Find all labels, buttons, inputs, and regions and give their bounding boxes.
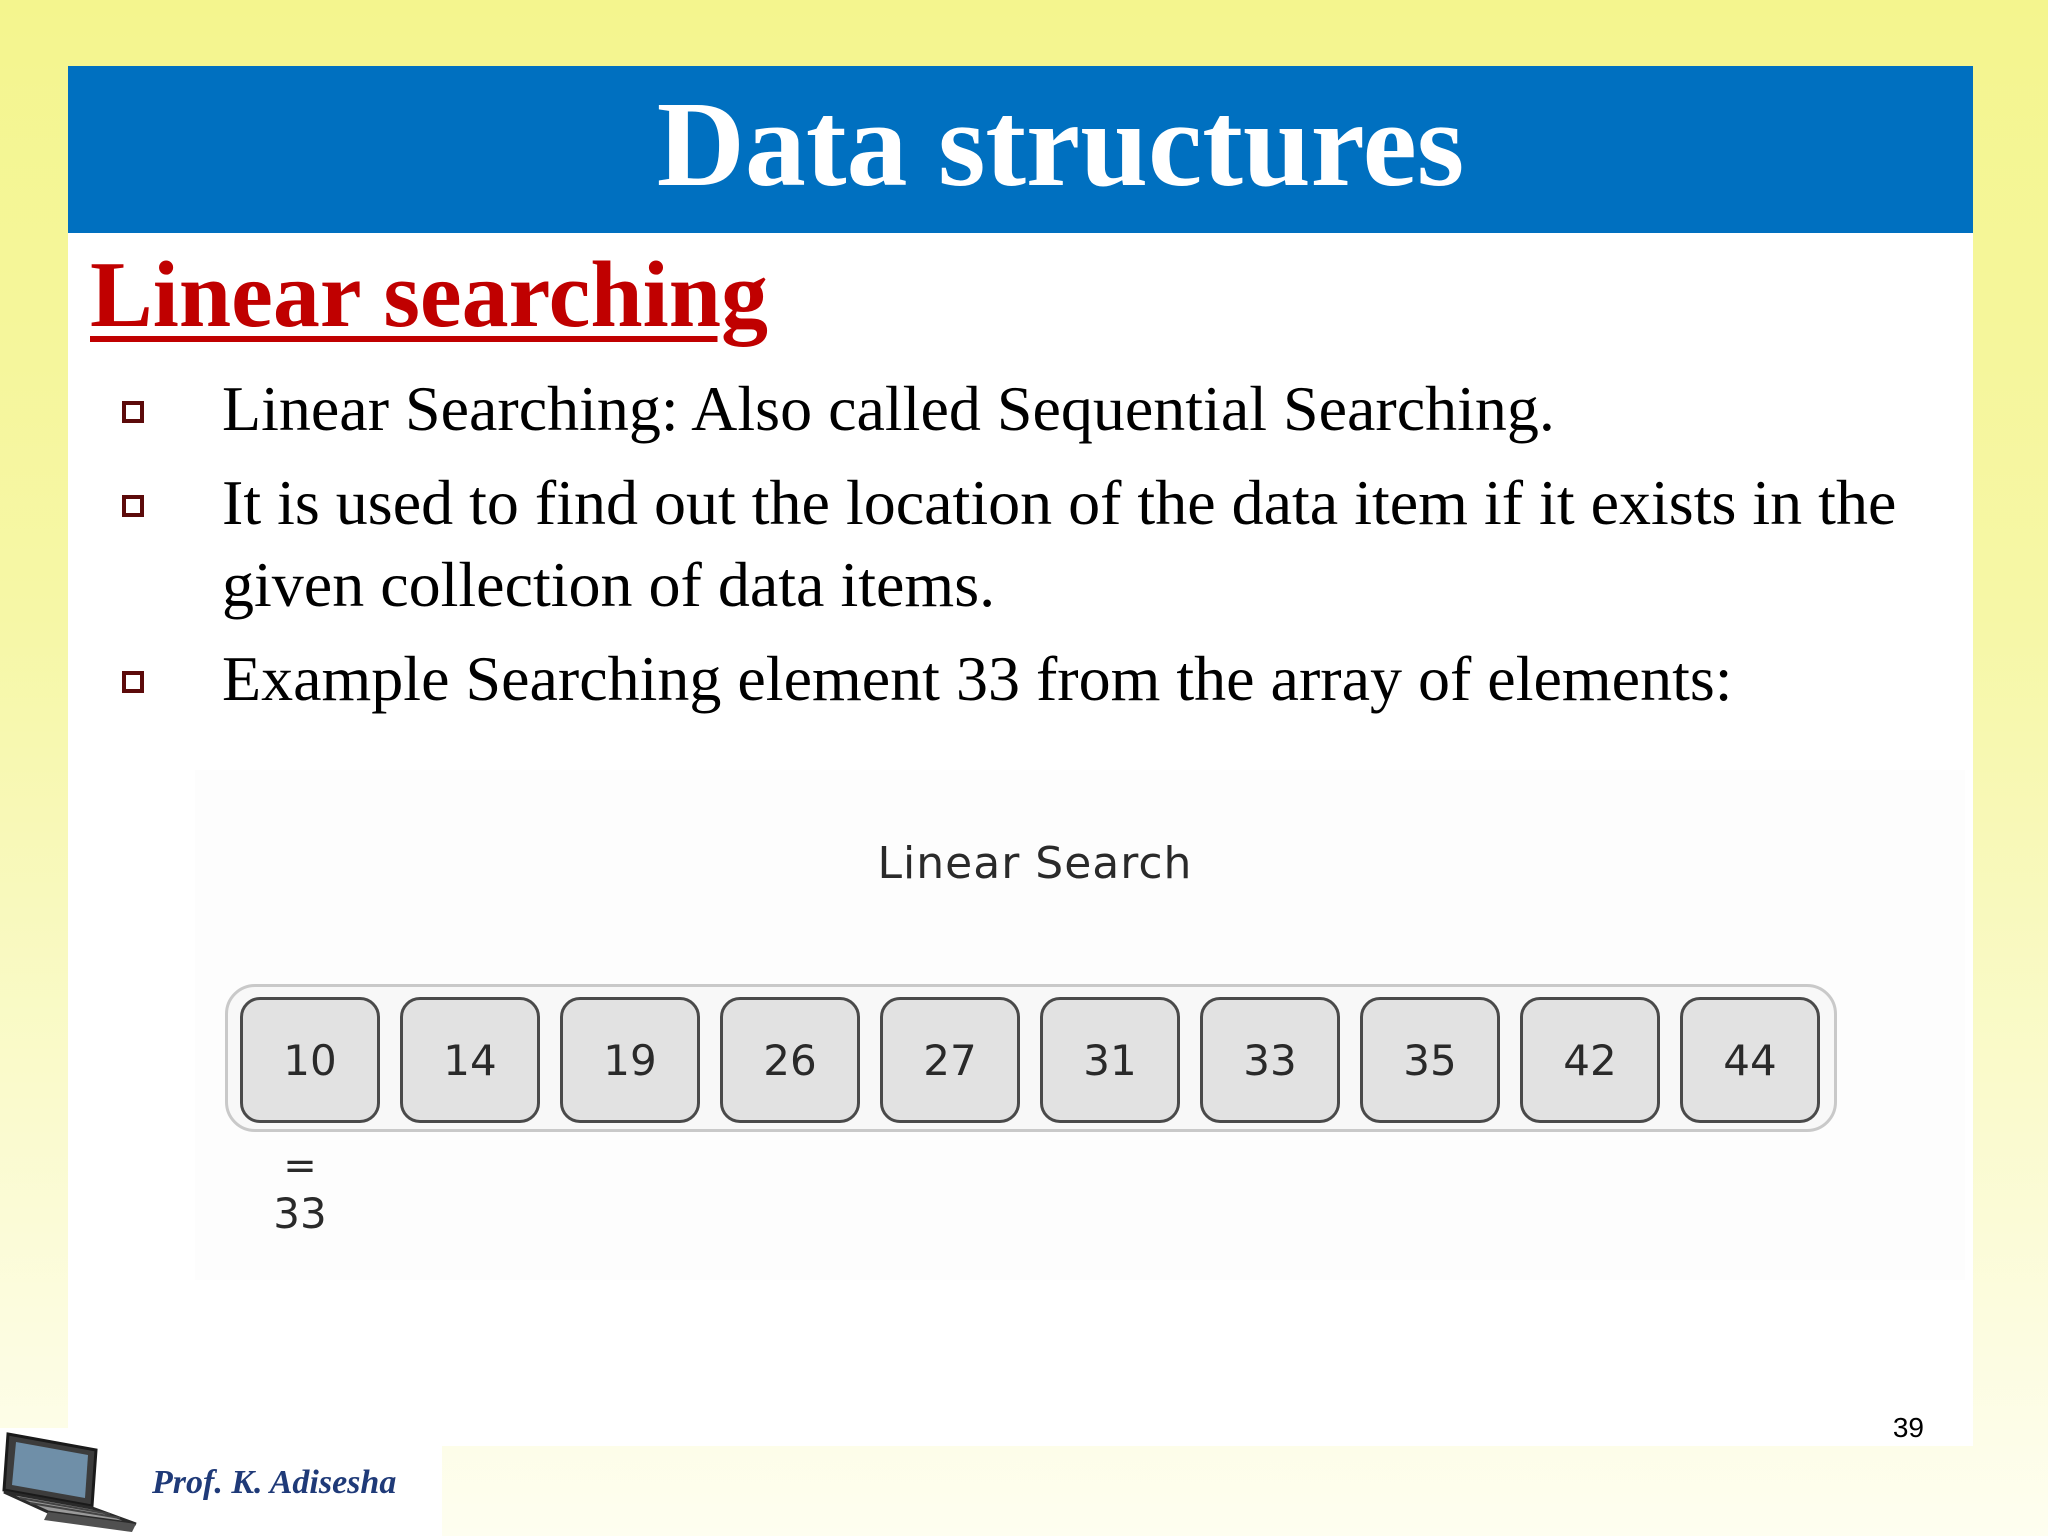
bullet-text: Linear Searching: Also called Sequential Searching. bbox=[222, 373, 1555, 444]
bullet-text: It is used to find out the location of the data item if it exists in the given collection of data items. bbox=[222, 467, 1897, 620]
array-cell: 27 bbox=[880, 997, 1020, 1123]
square-bullet-icon bbox=[122, 401, 144, 423]
slide-title: Data structures bbox=[656, 76, 1465, 212]
search-target: 33 bbox=[273, 1189, 327, 1238]
array-cell: 42 bbox=[1520, 997, 1660, 1123]
bullet-item bbox=[118, 638, 1958, 720]
array-cell: 35 bbox=[1360, 997, 1500, 1123]
comparison-operator: = bbox=[283, 1143, 317, 1189]
bullet-item bbox=[118, 462, 1958, 626]
array-cell: 19 bbox=[560, 997, 700, 1123]
linear-search-figure bbox=[195, 770, 1965, 1280]
bullet-text: Example Searching element 33 from the array of elements: bbox=[222, 643, 1733, 714]
laptop-icon bbox=[0, 1428, 140, 1536]
author-name: Prof. K. Adisesha bbox=[152, 1464, 397, 1501]
author-logo bbox=[0, 1428, 442, 1536]
section-heading: Linear searching bbox=[90, 243, 769, 347]
bullet-list bbox=[118, 368, 1958, 732]
bullet-item bbox=[118, 368, 1958, 450]
square-bullet-icon bbox=[122, 495, 144, 517]
title-bar bbox=[68, 66, 1973, 233]
page-number: 39 bbox=[1892, 1412, 1924, 1443]
array-cell: 44 bbox=[1680, 997, 1820, 1123]
square-bullet-icon bbox=[122, 671, 144, 693]
array-cell: 26 bbox=[720, 997, 860, 1123]
array-cell: 33 bbox=[1200, 997, 1340, 1123]
array-cell: 14 bbox=[400, 997, 540, 1123]
array-cell: 31 bbox=[1040, 997, 1180, 1123]
figure-title: Linear Search bbox=[877, 838, 1193, 889]
array-track bbox=[225, 984, 1837, 1132]
array-cell: 10 bbox=[240, 997, 380, 1123]
comparison-marker bbox=[255, 1143, 345, 1242]
